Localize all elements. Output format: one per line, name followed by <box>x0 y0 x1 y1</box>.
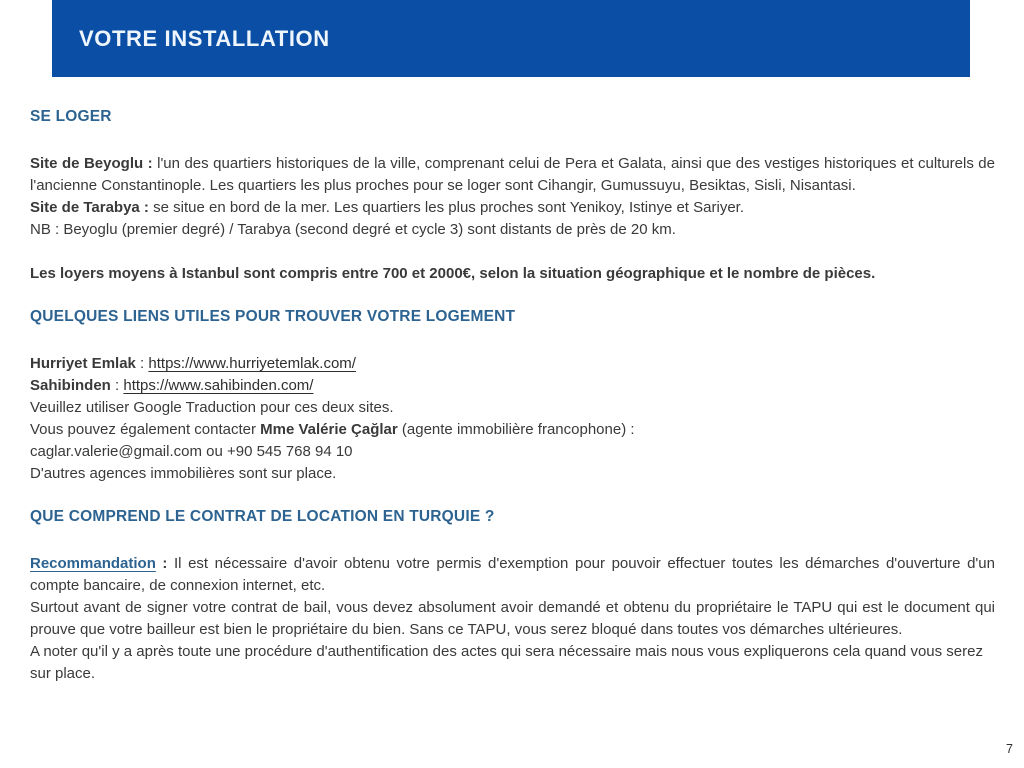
nb-line: NB : Beyoglu (premier degré) / Tarabya (second degré et cycle 3) sont distants de près de 20 km. <box>30 221 676 238</box>
tapu-para: Surtout avant de signer votre contrat de bail, vous devez absolument avoir demandé et obtenu du propriétaire le TAPU qui est le document qui prouve que votre bailleur est bien le propriétaire du bien. Sans ce TAPU, vous serez bloqué dans toutes vos démarches ultérieures. <box>30 599 995 638</box>
contact-suffix: (agente immobilière francophone) : <box>397 421 635 438</box>
contrat-block <box>30 553 995 685</box>
hurriyet-line <box>30 353 995 375</box>
separator: : <box>110 377 124 394</box>
separator: : <box>135 355 149 372</box>
beyoglu-label: Site de Beyoglu : <box>30 155 158 172</box>
recommandation-para <box>30 553 995 597</box>
tarabya-line <box>30 197 995 219</box>
contact-name: Mme Valérie Çağlar <box>260 421 398 438</box>
contact-details: caglar.valerie@gmail.com ou +90 545 768 94 10 <box>30 443 353 460</box>
auth-para: A noter qu'il y a après toute une procédure d'authentification des actes qui sera nécessaire mais nous vous expliquerons cela quand vous serez sur place. <box>30 643 983 682</box>
sahibinden-label: Sahibinden <box>30 377 111 394</box>
heading-se-loger: SE LOGER <box>30 108 112 125</box>
paragraph-sites <box>30 153 995 241</box>
page-content <box>30 77 995 685</box>
sahibinden-line <box>30 375 995 397</box>
beyoglu-lines <box>30 153 995 197</box>
links-block <box>30 353 995 485</box>
other-agencies: D'autres agences immobilières sont sur place. <box>30 465 337 482</box>
heading-contrat-location: QUE COMPREND LE CONTRAT DE LOCATION EN TURQUIE ? <box>30 508 495 525</box>
sahibinden-link[interactable]: https://www.sahibinden.com/ <box>123 377 314 394</box>
translate-note: Veuillez utiliser Google Traduction pour ces deux sites. <box>30 399 394 416</box>
hurriyet-label: Hurriyet Emlak <box>30 355 136 372</box>
title-banner <box>52 0 970 77</box>
page-title: VOTRE INSTALLATION <box>79 25 330 51</box>
rent-note: Les loyers moyens à Istanbul sont compris entre 700 et 2000€, selon la situation géographique et le nombre de pièces. <box>30 265 876 282</box>
tarabya-label: Site de Tarabya : <box>30 199 154 216</box>
contact-prefix: Vous pouvez également contacter <box>30 421 261 438</box>
tarabya-text: se situe en bord de la mer. Les quartiers les plus proches sont Yenikoy, Istinye et Sariyer. <box>153 199 744 216</box>
recommandation-label: Recommandation <box>30 555 156 572</box>
recommandation-sep: : <box>155 555 174 572</box>
contact-line <box>30 419 995 441</box>
page-number: 7 <box>1006 742 1013 756</box>
recommandation-text: Il est nécessaire d'avoir obtenu votre permis d'exemption pour pouvoir effectuer toutes les démarches d'ouverture d'un compte bancaire, de connexion internet, etc. <box>30 555 995 594</box>
beyoglu-text: l'un des quartiers historiques de la ville, comprenant celui de Pera et Galata, ainsi que des vestiges historiques et culturels de l'ancienne Constantinople. Les quartiers les plus proches pour se loger sont Cihangir, Gumussuyu, Besiktas, Sisli, Nisantasi. <box>30 155 995 194</box>
hurriyet-link[interactable]: https://www.hurriyetemlak.com/ <box>148 355 356 372</box>
heading-liens-utiles: QUELQUES LIENS UTILES POUR TROUVER VOTRE LOGEMENT <box>30 308 516 325</box>
